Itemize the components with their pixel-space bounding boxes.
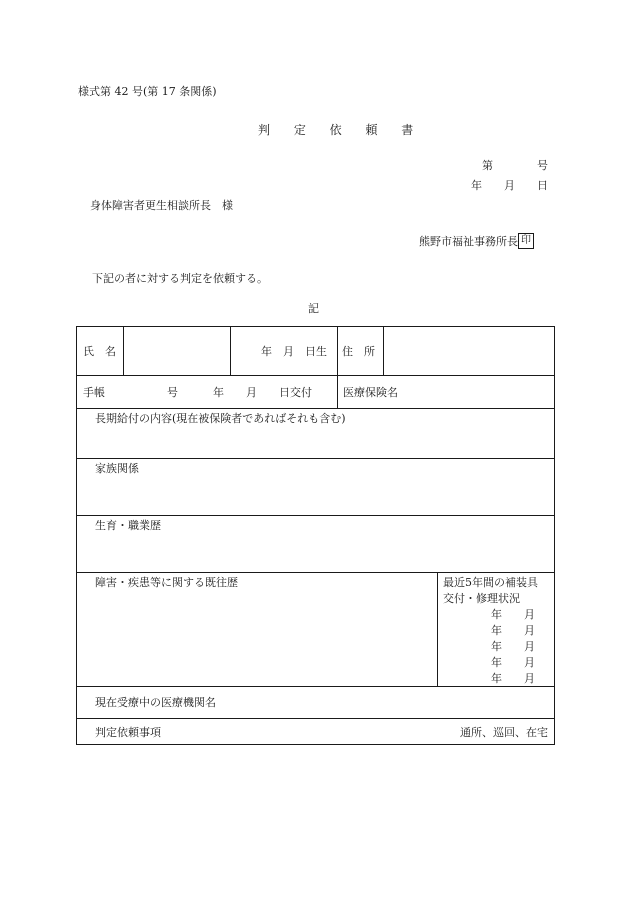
addressee: 身体障害者更生相談所長 様	[90, 199, 233, 212]
current-hospital-label: 現在受療中の医療機関名	[95, 696, 216, 709]
row-divider	[77, 408, 554, 409]
column-divider	[337, 327, 338, 375]
name-label: 氏 名	[83, 345, 116, 358]
request-form-table	[76, 326, 555, 745]
upbringing-occupation-label: 生育・職業歴	[95, 519, 161, 532]
row-divider	[77, 375, 554, 376]
row-divider	[77, 572, 554, 573]
birth-date-label: 年 月 日生	[261, 345, 327, 358]
request-items-options: 通所、巡回、在宅	[460, 726, 548, 739]
request-items-label: 判定依頼事項	[95, 726, 161, 739]
ki-label: 記	[308, 302, 319, 315]
document-number: 第 号	[482, 159, 548, 172]
prosthesis-date: 年 月	[491, 608, 535, 621]
medical-history-label: 障害・疾患等に関する既往歴	[95, 576, 238, 589]
seal-stamp: 印	[518, 233, 534, 249]
family-label: 家族関係	[95, 462, 139, 475]
handbook-issue-date: 年 月 日交付	[213, 386, 312, 399]
document-date: 年 月 日	[471, 179, 548, 192]
column-divider	[230, 327, 231, 375]
prosthesis-date: 年 月	[491, 672, 535, 685]
form-id: 様式第 42 号(第 17 条関係)	[78, 85, 217, 98]
prosthesis-date: 年 月	[491, 624, 535, 637]
handbook-number-suffix: 号	[167, 386, 178, 399]
row-divider	[77, 718, 554, 719]
request-text: 下記の者に対する判定を依頼する。	[92, 272, 268, 285]
row-divider	[77, 515, 554, 516]
column-divider	[123, 327, 124, 375]
column-divider	[337, 375, 338, 408]
column-divider	[437, 572, 438, 686]
prosthesis-date: 年 月	[491, 656, 535, 669]
document-title: 判 定 依 頼 書	[258, 123, 424, 137]
long-term-benefits-label: 長期給付の内容(現在被保険者であればそれも含む)	[95, 412, 346, 425]
address-label: 住 所	[342, 345, 375, 358]
handbook-label: 手帳	[83, 386, 105, 399]
prosthesis-date: 年 月	[491, 640, 535, 653]
prosthesis-subtitle: 交付・修理状況	[443, 592, 520, 605]
prosthesis-title: 最近5年間の補装具	[443, 576, 538, 589]
sender: 熊野市福祉事務所長	[419, 235, 518, 248]
row-divider	[77, 458, 554, 459]
row-divider	[77, 686, 554, 687]
insurance-label: 医療保険名	[343, 386, 398, 399]
column-divider	[383, 327, 384, 375]
